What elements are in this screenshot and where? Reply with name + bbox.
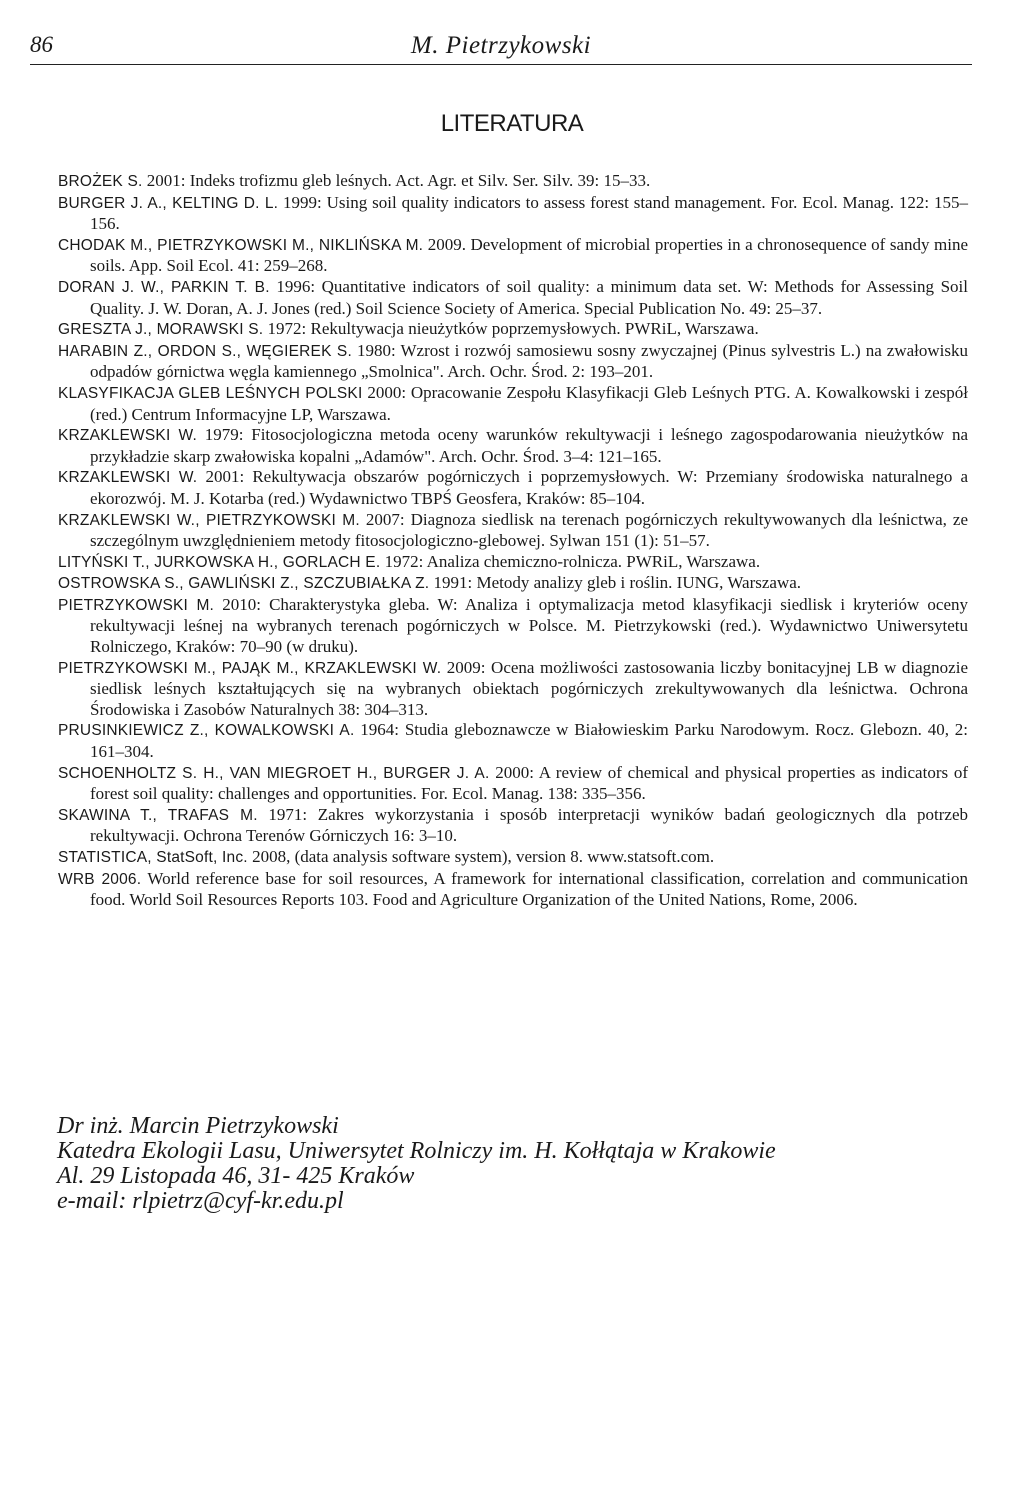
reference-text: 2000: Opracowanie Zespołu Klasyfikacji Gleb Leśnych PTG. A. Kowalkowski i zespół (red.) Centrum Informacyjne LP, Warszawa.: [90, 382, 968, 424]
reference-entry: [58, 869, 968, 911]
reference-authors: GRESZTA J., MORAWSKI S.: [58, 321, 264, 339]
reference-text: World reference base for soil resources, A framework for international classification, correlation and communication food. World Soil Resources Reports 103. Food and Agriculture Organization of the United Nations, Rome, 2006.: [90, 868, 968, 910]
reference-text: 1991: Metody analizy gleb i roślin. IUNG, Warszawa.: [429, 573, 802, 593]
reference-entry: [58, 383, 968, 425]
reference-text: 2001: Indeks trofizmu gleb leśnych. Act. Agr. et Silv. Ser. Silv. 39: 15–33.: [142, 171, 651, 190]
author-department: Katedra Ekologii Lasu, Uniwersytet Rolniczy im. H. Kołłątaja w Krakowie: [57, 1138, 776, 1164]
reference-authors: KRZAKLEWSKI W., PIETRZYKOWSKI M.: [58, 511, 360, 529]
reference-text: 1999: Using soil quality indicators to assess forest stand management. For. Ecol. Manag. 122: 155–156.: [90, 192, 968, 234]
reference-authors: OSTROWSKA S., GAWLIŃSKI Z., SZCZUBIAŁKA Z.: [58, 575, 430, 593]
reference-text: 1964: Studia gleboznawcze w Białowieskim Parku Narodowym. Rocz. Glebozn. 40, 2: 161–304.: [90, 720, 969, 762]
reference-authors: SKAWINA T., TRAFAS M.: [58, 806, 258, 824]
reference-authors: HARABIN Z., ORDON S., WĘGIEREK S.: [58, 342, 352, 360]
reference-authors: STATISTICA, StatSoft, Inc.: [58, 849, 248, 866]
reference-entry: [58, 552, 968, 574]
reference-authors: BURGER J. A., KELTING D. L.: [58, 194, 279, 212]
reference-authors: KRZAKLEWSKI W.: [58, 469, 198, 487]
author-address: Al. 29 Listopada 46, 31- 425 Kraków: [57, 1163, 415, 1189]
reference-entry: [58, 235, 968, 277]
running-header: [30, 30, 972, 65]
reference-text: 1996: Quantitative indicators of soil quality: a minimum data set. W: Methods for Assessing Soil Quality. J. W. Doran, A. J. Jones (red.) Soil Science Society of America. Special Publication No. 49: 25–37.: [90, 276, 968, 318]
reference-entry: [58, 510, 968, 552]
reference-entry: [58, 319, 968, 341]
page-number: 86: [30, 32, 53, 57]
reference-text: 2009: Ocena możliwości zastosowania liczby bonitacyjnej LB w diagnozie siedlisk leśnych kształtujących się na wybranych obiektach pogórniczych zrekultywowanych dla leśnictwa. Ochrona Środowiska i Zasobów Naturalnych 38: 304–313.: [90, 657, 968, 719]
reference-text: 2009. Development of microbial properties in a chronosequence of sandy mine soils. App. Soil Ecol. 41: 259–268.: [90, 234, 969, 276]
reference-entry: [58, 720, 968, 762]
reference-text: 2010: Charakterystyka gleba. W: Analiza i optymalizacja metod klasyfikacji siedlisk i kryteriów oceny rekultywacji leśnej na wybranych terenach pogórniczych w Polsce. M. Pietrzykowski (red.). Wydawnictwo Uniwersytetu Rolniczego, Kraków: 70–90 (w druku).: [90, 594, 968, 657]
reference-entry: [58, 341, 968, 383]
reference-authors: CHODAK M., PIETRZYKOWSKI M., NIKLIŃSKA M.: [58, 236, 424, 254]
reference-entry: [58, 805, 968, 847]
reference-text: 1972: Rekultywacja nieużytków poprzemysłowych. PWRiL, Warszawa.: [263, 319, 759, 339]
section-title: LITERATURA: [440, 110, 584, 137]
author-email: e-mail: rlpietrz@cyf-kr.edu.pl: [57, 1188, 344, 1214]
reference-entry: [58, 573, 968, 595]
reference-entry: [58, 658, 968, 721]
reference-text: 1980: Wzrost i rozwój samosiewu sosny zwyczajnej (Pinus sylvestris L.) na zwałowisku odpadów górnictwa węgla kamiennego „Smolnica". Arch. Ochr. Środ. 2: 193–201.: [90, 340, 968, 382]
reference-entry: [58, 763, 968, 805]
reference-entry: [58, 467, 968, 509]
running-head-author: M. Pietrzykowski: [410, 32, 592, 59]
reference-text: 2001: Rekultywacja obszarów pogórniczych i poprzemysłowych. W: Przemiany środowiska naturalnego a ekorozwój. M. J. Kotarba (red.) Wydawnictwo TBPŚ Geosfera, Kraków: 85–104.: [90, 467, 968, 508]
reference-authors: KRZAKLEWSKI W.: [58, 427, 197, 445]
reference-list: [58, 171, 968, 911]
reference-authors: LITYŃSKI T., JURKOWSKA H., GORLACH E.: [58, 553, 381, 571]
reference-text: 2007: Diagnoza siedlisk na terenach pogórniczych rekultywowanych dla leśnictwa, ze szczególnym uwzględnieniem metody fitosocjologiczno-glebowej. Sylwan 151 (1): 51–57.: [90, 509, 968, 551]
author-name: Dr inż. Marcin Pietrzykowski: [57, 1113, 339, 1139]
reference-text: 1972: Analiza chemiczno-rolnicza. PWRiL, Warszawa.: [380, 551, 761, 571]
reference-authors: PRUSINKIEWICZ Z., KOWALKOWSKI A.: [58, 722, 355, 740]
author-affiliation: [57, 1114, 957, 1214]
reference-text: 2000: A review of chemical and physical properties as indicators of forest soil quality: challenges and opportunities. For. Ecol. Manag. 138: 335–356.: [90, 762, 968, 804]
reference-entry: [58, 847, 968, 869]
reference-entry: [58, 277, 968, 319]
reference-authors: SCHOENHOLTZ S. H., VAN MIEGROET H., BURGER J. A.: [58, 764, 490, 782]
reference-authors: DORAN J. W., PARKIN T. B.: [58, 278, 270, 296]
reference-authors: WRB 2006.: [58, 870, 142, 888]
reference-authors: PIETRZYKOWSKI M., PAJĄK M., KRZAKLEWSKI W.: [58, 659, 442, 677]
reference-text: 2008, (data analysis software system), version 8. www.statsoft.com.: [247, 847, 715, 866]
reference-entry: [58, 193, 968, 235]
reference-entry: [58, 171, 968, 193]
reference-authors: PIETRZYKOWSKI M.: [58, 596, 215, 614]
reference-authors: KLASYFIKACJA GLEB LEŚNYCH POLSKI: [58, 384, 363, 402]
reference-text: 1979: Fitosocjologiczna metoda oceny warunków rekultywacji i leśnego zagospodarowania nieużytków na przykładzie skarp zwałowiska kopalni „Adamów". Arch. Ochr. Środ. 3–4: 121–165.: [90, 425, 968, 466]
reference-entry: [58, 425, 968, 467]
reference-entry: [58, 595, 968, 658]
reference-authors: BROŻEK S.: [58, 173, 143, 190]
reference-text: 1971: Zakres wykorzystania i sposób interpretacji wyników badań geologicznych dla potrzeb rekultywacji. Ochrona Terenów Górniczych 16: 3–10.: [90, 804, 968, 846]
